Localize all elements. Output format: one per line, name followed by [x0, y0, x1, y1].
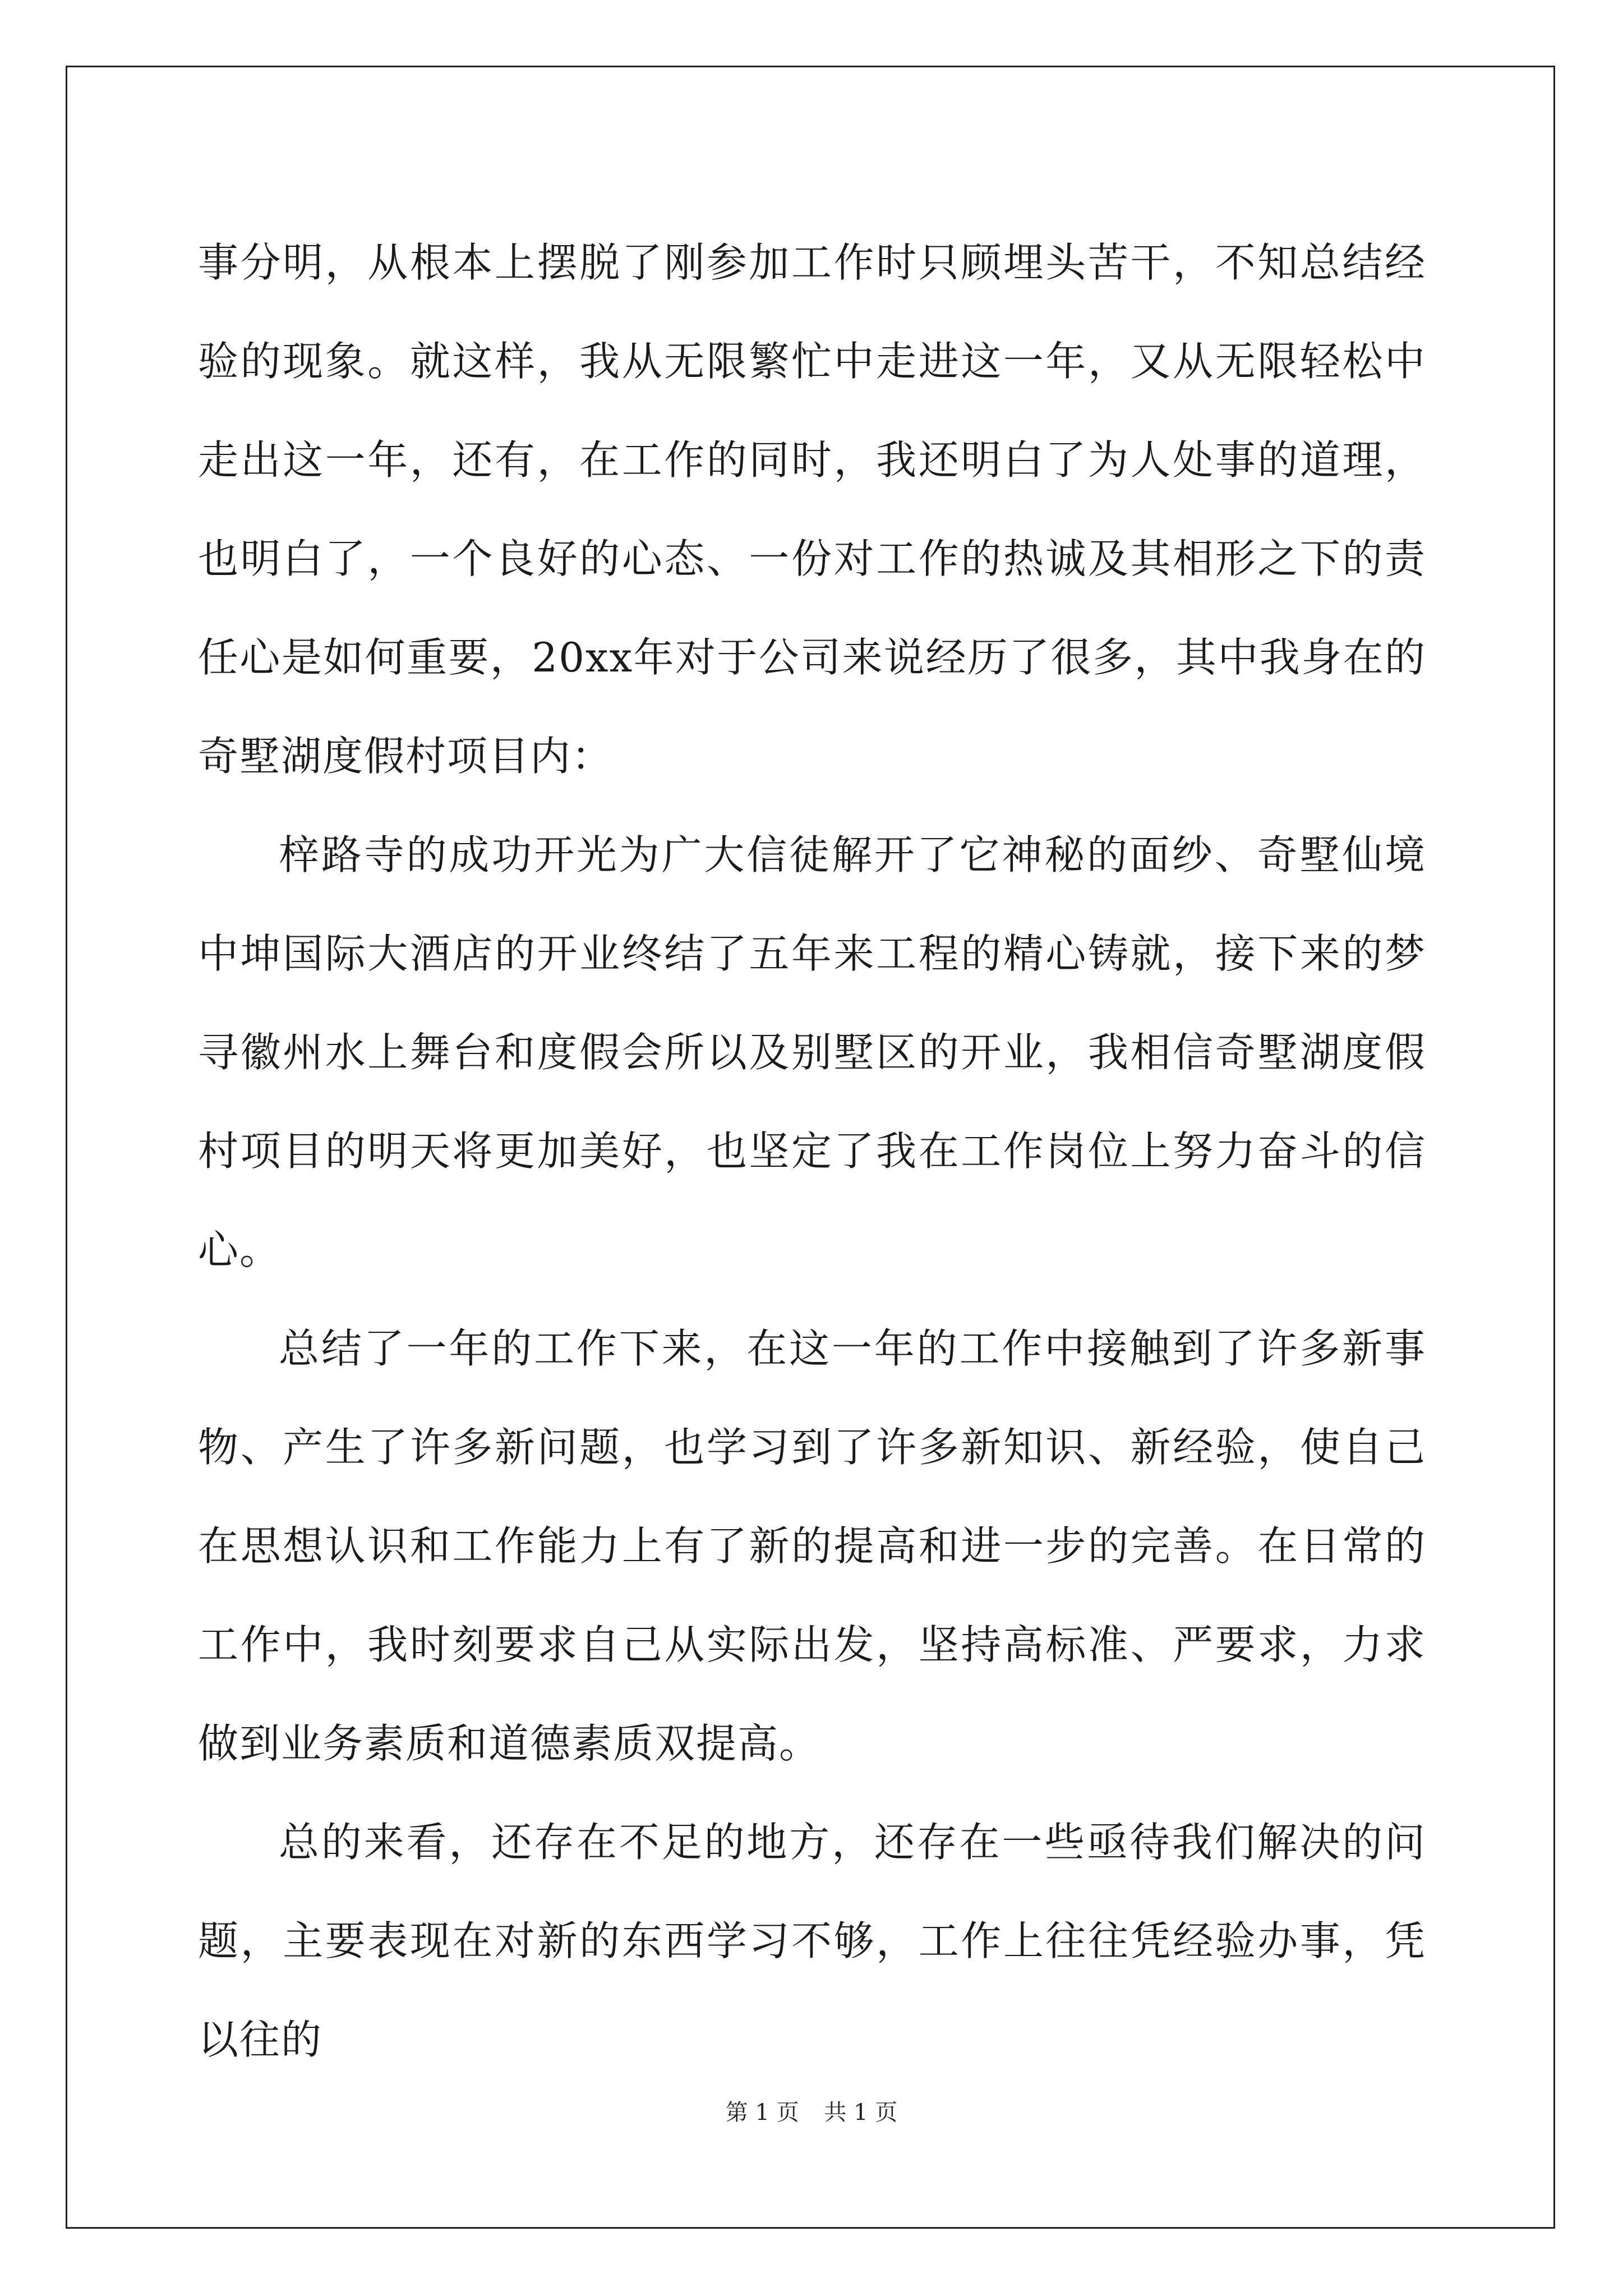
paragraph-2: 梓路寺的成功开光为广大信徒解开了它神秘的面纱、奇墅仙境中坤国际大酒店的开业终结了五年来工程的精心铸就，接下来的梦寻徽州水上舞台和度假会所以及别墅区的开业，我相信奇墅湖度假村项目的明天将更加美好，也坚定了我在工作岗位上努力奋斗的信心。 — [198, 831, 1426, 1273]
paragraph-3: 总结了一年的工作下来，在这一年的工作中接触到了许多新事物、产生了许多新问题，也学习到了许多新知识、新经验，使自己在思想认识和工作能力上有了新的提高和进一步的完善。在日常的工作中，我时刻要求自己从实际出发，坚持高标准、严要求，力求做到业务素质和道德素质双提高。 — [198, 1325, 1426, 1767]
page-number: 第 1 页 — [725, 2100, 799, 2125]
paragraph-1: 事分明，从根本上摆脱了刚参加工作时只顾埋头苦干，不知总结经验的现象。就这样，我从无限繁忙中走进这一年，又从无限轻松中走出这一年，还有，在工作的同时，我还明白了为人处事的道理，也明白了，一个良好的心态、一份对工作的热诚及其相形之下的责任心是如何重要，20xx年对于公司来说经历了很多，其中我身在的奇墅湖度假村项目内： — [198, 239, 1426, 780]
page-total: 共 1 页 — [824, 2100, 898, 2125]
page-footer — [0, 2097, 1623, 2128]
paragraph-4: 总的来看，还存在不足的地方，还存在一些亟待我们解决的问题，主要表现在对新的东西学习不够，工作上往往凭经验办事，凭以往的 — [198, 1819, 1426, 2063]
document-body — [198, 213, 1426, 2089]
